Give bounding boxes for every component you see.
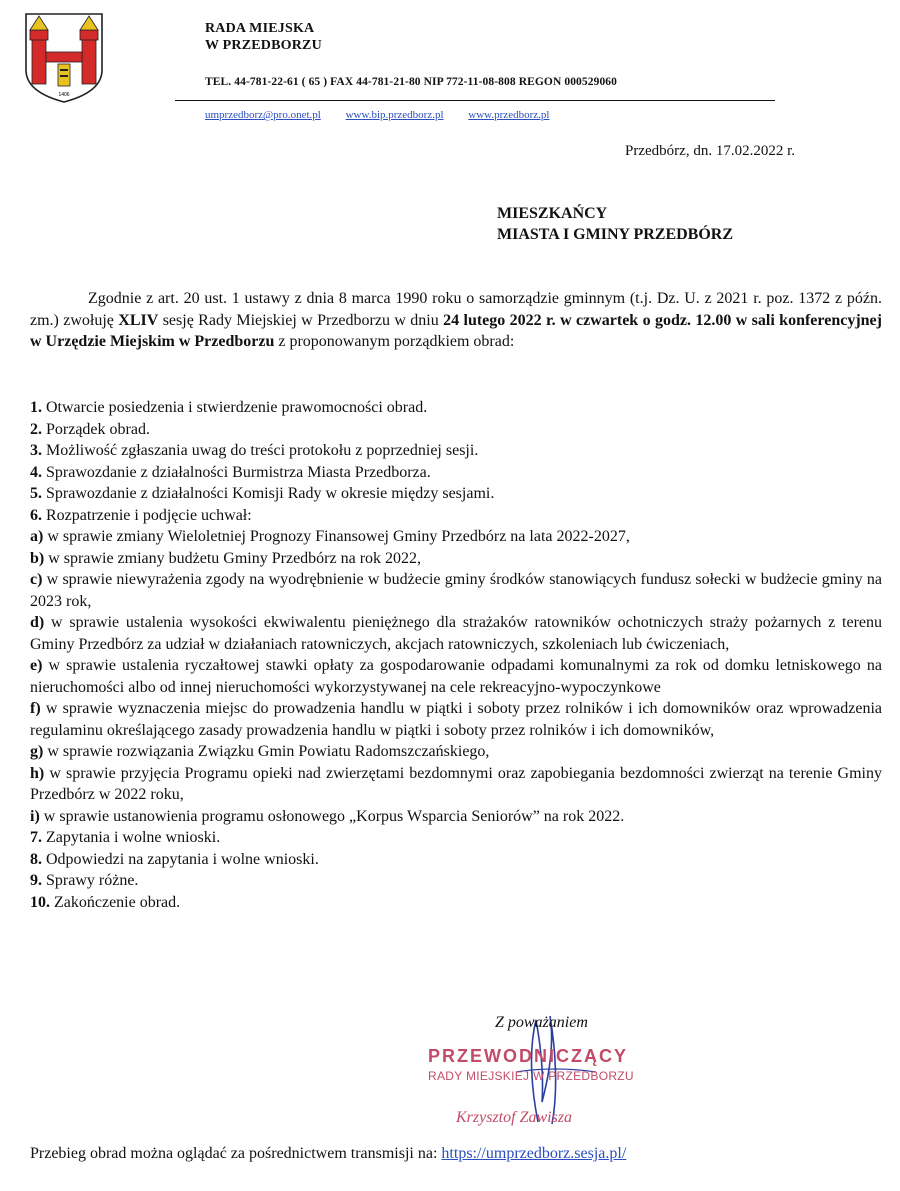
agenda-item-text: Odpowiedzi na zapytania i wolne wnioski. <box>42 850 319 868</box>
header-links <box>205 109 571 121</box>
intro-text1: Zgodnie z art. 20 ust. 1 ustawy z dnia 8 marca 1990 roku o samorządzie gminnym (t.j. Dz. U. z 2021 r. poz. 1372 z późn. zm.) zwołuję <box>30 290 882 329</box>
resolution-text: w sprawie przyjęcia Programu opieki nad zwierzętami bezdomnymi oraz zapobiegania bezdomności zwierząt na terenie Gminy Przedbórz w 2022 roku, <box>30 764 882 803</box>
agenda-item-text: Sprawy różne. <box>42 872 139 889</box>
contact-line: TEL. 44-781-22-61 ( 65 ) FAX 44-781-21-80 NIP 772-11-08-808 REGON 000529060 <box>205 76 617 88</box>
resolution-text: w sprawie niewyrażenia zgody na wyodrębnienie w budżecie gminy środków stanowiących fundusz sołecki w budżecie gminy na 2023 rok, <box>30 571 882 610</box>
org-name-line2: W PRZEDBORZU <box>205 38 322 53</box>
addressee <box>497 203 733 245</box>
resolution-text: w sprawie ustalenia ryczałtowej stawki opłaty za gospodarowanie odpadami komunalnymi za rok od domku letniskowego na nieruchomości albo od innej nieruchomości wykorzystywanej na cele rekreacyjno-wypoczynkowe <box>30 657 882 696</box>
agenda-item <box>30 483 882 505</box>
stamp-title: PRZEWODNICZĄCY <box>428 1046 628 1066</box>
resolution-item <box>30 741 882 763</box>
agenda-item-number: 6. <box>30 506 42 524</box>
agenda-item-number: 8. <box>30 850 42 868</box>
resolution-item <box>30 548 882 570</box>
agenda-item-text: Sprawozdanie z działalności Burmistrza Miasta Przedborza. <box>42 463 431 481</box>
agenda-item-text: Sprawozdanie z działalności Komisji Rady w okresie między sesjami. <box>42 485 495 502</box>
letter-date: Przedbórz, dn. 17.02.2022 r. <box>625 143 795 159</box>
closing-greeting: Z poważaniem <box>495 1014 588 1031</box>
agenda-item <box>30 462 882 484</box>
org-name-line1: RADA MIEJSKA <box>205 21 315 36</box>
bip-link[interactable]: www.bip.przedborz.pl <box>345 109 444 121</box>
agenda-item <box>30 419 882 441</box>
header-divider <box>175 100 775 101</box>
intro-text2: sesję Rady Miejskiej w Przedborzu w dniu <box>158 311 444 329</box>
resolution-text: w sprawie wyznaczenia miejsc do prowadzenia handlu w piątki i soboty przez rolników i ich domowników oraz wprowadzenia regulaminu określającego zasady prowadzenia handlu w piątki i soboty przez rolników i ich domowników, <box>30 700 882 739</box>
addressee-line1: MIESZKAŃCY <box>497 205 608 222</box>
resolution-text: w sprawie zmiany Wieloletniej Prognozy Finansowej Gminy Przedbórz na lata 2022-2027, <box>43 528 630 545</box>
session-date-place: 24 lutego 2022 r. w czwartek o godz. 12.00 w sali konferencyjnej w Urzędzie Miejskim w Przedborzu <box>30 311 882 350</box>
agenda-item <box>30 827 882 849</box>
resolution-letter: f) <box>30 700 41 717</box>
footer-text: Przebieg obrad można oglądać za pośrednictwem transmisji na: <box>30 1145 442 1162</box>
website-link[interactable]: www.przedborz.pl <box>468 109 550 121</box>
agenda-item-text: Zakończenie obrad. <box>50 893 181 911</box>
resolution-text: w sprawie ustanowienia programu osłonowego „Korpus Wsparcia Seniorów” na rok 2022. <box>39 807 625 825</box>
city-coat-of-arms-logo <box>22 12 106 104</box>
agenda-item <box>30 397 882 419</box>
session-number: XLIV <box>118 311 159 329</box>
intro-paragraph <box>30 288 882 353</box>
signatory-name: Krzysztof Zawisza <box>456 1109 573 1126</box>
agenda-item-number: 5. <box>30 485 42 502</box>
crest-year: 1406 <box>58 92 70 98</box>
agenda-item-text: Zapytania i wolne wnioski. <box>42 829 221 846</box>
resolution-letter: i) <box>30 807 40 825</box>
resolution-item <box>30 612 882 655</box>
footer-note <box>30 1145 626 1163</box>
resolution-letter: g) <box>30 743 44 760</box>
agenda-item <box>30 505 882 527</box>
resolution-text: w sprawie ustalenia wysokości ekwiwalentu pieniężnego dla strażaków ratowników ochotniczych straży pożarnych z terenu Gminy Przedbórz za udział w działaniach ratowniczych, akcjach ratowniczych, szkoleniach lub ćwiczeniach, <box>30 614 882 653</box>
agenda-item-text: Możliwość zgłaszania uwag do treści protokołu z poprzedniej sesji. <box>42 442 479 459</box>
resolution-item <box>30 569 882 612</box>
agenda-item-number: 3. <box>30 442 42 459</box>
resolution-letter: b) <box>30 549 45 567</box>
resolution-item <box>30 526 882 548</box>
resolution-letter: a) <box>30 528 44 545</box>
resolution-letter: e) <box>30 657 43 674</box>
resolution-item <box>30 655 882 698</box>
resolution-text: w sprawie rozwiązania Związku Gmin Powiatu Radomszczańskiego, <box>43 743 490 760</box>
resolution-item <box>30 763 882 806</box>
agenda-item-text: Otwarcie posiedzenia i stwierdzenie prawomocności obrad. <box>42 399 428 416</box>
agenda-item-number: 4. <box>30 463 42 481</box>
agenda-item-text: Rozpatrzenie i podjęcie uchwał: <box>42 506 252 524</box>
agenda-list <box>30 397 882 913</box>
org-name <box>205 20 322 54</box>
email-link[interactable]: umprzedborz@pro.onet.pl <box>205 109 321 121</box>
resolution-letter: c) <box>30 571 43 588</box>
agenda-item <box>30 870 882 892</box>
stream-link[interactable]: https://umprzedborz.sesja.pl/ <box>441 1145 627 1162</box>
agenda-item-number: 1. <box>30 399 42 416</box>
intro-text3: z proponowanym porządkiem obrad: <box>274 333 515 350</box>
agenda-item <box>30 440 882 462</box>
agenda-item <box>30 892 882 914</box>
agenda-item-number: 9. <box>30 872 42 889</box>
agenda-item-number: 10. <box>30 893 50 911</box>
agenda-item-text: Porządek obrad. <box>42 420 150 438</box>
resolution-letter: h) <box>30 764 45 782</box>
agenda-item-number: 7. <box>30 829 42 846</box>
agenda-item-number: 2. <box>30 420 42 438</box>
agenda-item <box>30 849 882 871</box>
resolution-letter: d) <box>30 614 45 631</box>
resolution-item <box>30 806 882 828</box>
resolution-text: w sprawie zmiany budżetu Gminy Przedbórz na rok 2022, <box>44 549 422 567</box>
addressee-line2: MIASTA I GMINY PRZEDBÓRZ <box>497 226 734 243</box>
resolution-item <box>30 698 882 741</box>
stamp-subtitle: RADY MIEJSKIEJ W PRZEDBORZU <box>428 1069 634 1083</box>
